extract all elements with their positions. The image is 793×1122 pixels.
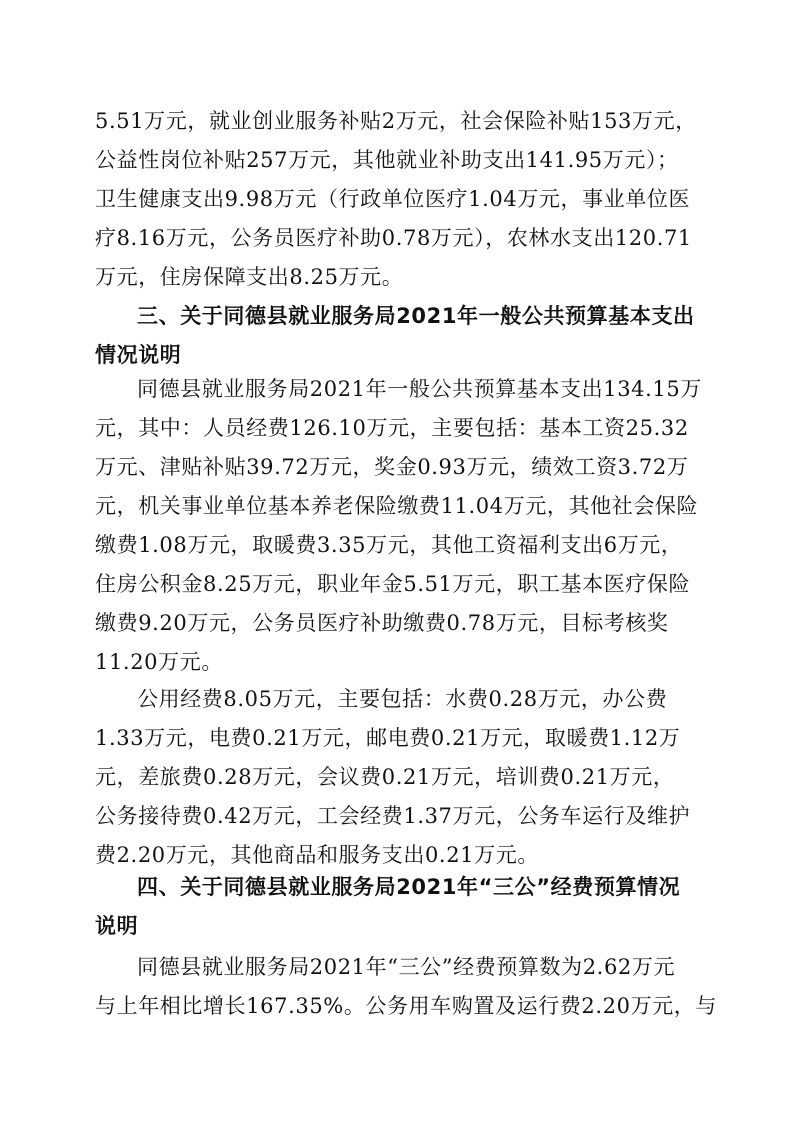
text-line: 万元、津贴补贴39.72万元，奖金0.93万元，绩效工资3.72万 bbox=[95, 455, 689, 479]
heading-line: 三、关于同德县就业服务局2021年一般公共预算基本支出 bbox=[137, 304, 695, 328]
text-line: 5.51万元，就业创业服务补贴2万元，社会保险补贴153万元， bbox=[95, 109, 697, 133]
paragraph-basic-expenditure bbox=[95, 370, 705, 682]
text-line: 缴费9.20万元，公务员医疗补助缴费0.78万元，目标考核奖 bbox=[95, 611, 669, 635]
text-line: 公务接待费0.42万元，工会经费1.37万元，公务车运行及维护 bbox=[95, 804, 691, 828]
text-line: 缴费1.08万元，取暖费3.35万元，其他工资福利支出6万元， bbox=[95, 533, 683, 557]
text-line: 与上年相比增长167.35%。公务用车购置及运行费2.20万元，与 bbox=[95, 994, 717, 1018]
heading-line: 说明 bbox=[95, 914, 139, 938]
heading-line: 四、关于同德县就业服务局2021年“三公”经费预算情况 bbox=[137, 875, 681, 899]
text-line: 费2.20万元，其他商品和服务支出0.21万元。 bbox=[95, 843, 539, 867]
text-line: 公用经费8.05万元，主要包括：水费0.28万元，办公费 bbox=[137, 687, 668, 711]
text-line: 同德县就业服务局2021年一般公共预算基本支出134.15万 bbox=[137, 377, 702, 401]
section-heading-3 bbox=[95, 297, 705, 375]
text-line: 元，机关事业单位基本养老保险缴费11.04万元，其他社会保险 bbox=[95, 494, 699, 518]
section-heading-4 bbox=[95, 868, 705, 946]
text-line: 万元，住房保障支出8.25万元。 bbox=[95, 265, 404, 289]
paragraph-public-expenses bbox=[95, 680, 705, 875]
paragraph-employment-subsidies-continued bbox=[95, 102, 705, 297]
text-line: 卫生健康支出9.98万元（行政单位医疗1.04万元，事业单位医 bbox=[95, 187, 691, 211]
text-line: 元，其中：人员经费126.10万元，主要包括：基本工资25.32 bbox=[95, 416, 689, 440]
text-line: 公益性岗位补贴257万元，其他就业补助支出141.95万元）； bbox=[95, 148, 679, 172]
heading-line: 情况说明 bbox=[95, 343, 182, 367]
text-line: 疗8.16万元，公务员医疗补助0.78万元），农林水支出120.71 bbox=[95, 226, 692, 250]
paragraph-three-public-funds bbox=[95, 948, 717, 1026]
text-line: 住房公积金8.25万元，职业年金5.51万元，职工基本医疗保险 bbox=[95, 572, 691, 596]
text-line: 11.20万元。 bbox=[95, 650, 223, 674]
text-line: 元，差旅费0.28万元，会议费0.21万元，培训费0.21万元， bbox=[95, 765, 675, 789]
text-line: 1.33万元，电费0.21万元，邮电费0.21万元，取暖费1.12万 bbox=[95, 726, 681, 750]
text-line: 同德县就业服务局2021年“三公”经费预算数为2.62万元 bbox=[137, 955, 676, 979]
